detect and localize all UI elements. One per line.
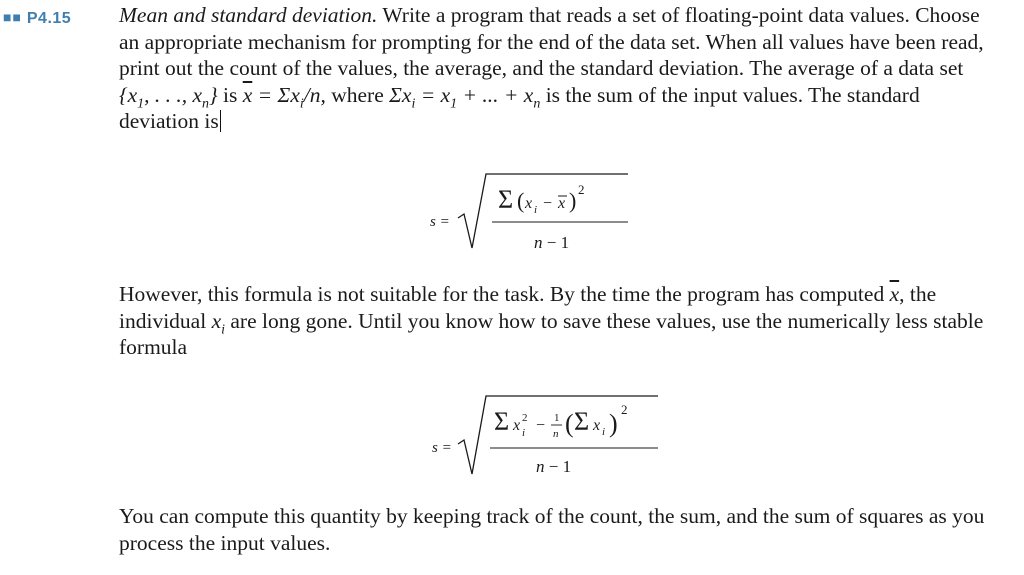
formula-1-paren-close: ) bbox=[569, 188, 577, 213]
formula-2-sigma-1: Σ bbox=[494, 407, 510, 436]
paragraph-2-a: However, this formula is not suitable for the task. By the time the program has computed bbox=[119, 282, 890, 306]
formula-2-sigma-2: Σ bbox=[574, 407, 590, 436]
formula-2-frac-num: 1 bbox=[554, 412, 560, 424]
formula-2-lhs: s = bbox=[432, 440, 452, 456]
formula-1-sigma: Σ bbox=[498, 185, 514, 214]
formula-2-xi-2: x bbox=[593, 417, 601, 434]
exercise-paragraph-3: You can compute this quantity by keeping track of the count, the sum, and the sum of squares as you process the input values. bbox=[119, 504, 985, 555]
formula-1-svg bbox=[428, 166, 638, 258]
formula-2-paren-open: ( bbox=[565, 409, 574, 438]
paragraph-2-b: , the individual bbox=[119, 282, 937, 333]
set-notation: {$x_1$, . . ., $x_n$} bbox=[119, 82, 218, 111]
exercise-number bbox=[3, 10, 71, 28]
formula-2-i-sub-2: i bbox=[602, 426, 606, 438]
difficulty-marker: ■■ bbox=[3, 9, 22, 25]
exercise-title: Mean and standard deviation. bbox=[119, 3, 378, 27]
formula-2-denominator: n − 1 bbox=[536, 457, 572, 476]
std-dev-formula-2 bbox=[432, 388, 662, 485]
formula-1-xi: x bbox=[525, 195, 533, 212]
formula-1-lhs: s = bbox=[430, 214, 450, 230]
xi-symbol: $x_i$ bbox=[211, 308, 225, 337]
sum-formula: $\Sigma x_i = x_1$ + ... + $x_n$ bbox=[389, 82, 541, 111]
is-text: is bbox=[217, 82, 243, 107]
formula-1-exponent: 2 bbox=[578, 182, 585, 197]
sum-description: is the sum of the input values. The standard deviation is bbox=[119, 82, 920, 133]
formula-2-svg bbox=[432, 388, 662, 480]
exercise-label: P4.15 bbox=[26, 10, 72, 27]
formula-2-paren-close: ) bbox=[609, 409, 618, 438]
formula-2-frac-den: n bbox=[553, 428, 559, 440]
text-cursor bbox=[220, 110, 222, 132]
formula-2-square: 2 bbox=[522, 412, 528, 424]
exercise-paragraph-2 bbox=[119, 281, 999, 361]
formula-1-denominator: n − 1 bbox=[534, 233, 570, 252]
formula-2-minus: − bbox=[536, 417, 546, 434]
formula-1-xbar: x bbox=[558, 195, 566, 212]
average-formula: $\overline{x} = \Sigma x_i/n$, bbox=[242, 82, 326, 111]
formula-2-exponent: 2 bbox=[621, 402, 628, 417]
exercise-paragraph-1 bbox=[119, 2, 999, 135]
formula-1-minus: − bbox=[543, 195, 553, 212]
formula-2-xi: x bbox=[513, 417, 521, 434]
formula-1-i-sub: i bbox=[534, 204, 538, 216]
xbar-symbol: $\overline{x}$ bbox=[889, 282, 900, 306]
formula-1-paren-open: ( bbox=[517, 188, 525, 213]
formula-2-i-sub: i bbox=[522, 427, 526, 439]
where-text: where bbox=[325, 82, 384, 107]
std-dev-formula-1 bbox=[428, 166, 638, 263]
paragraph-2-c: are long gone. Until you know how to save these values, use the numerically less stable formula bbox=[119, 308, 984, 359]
intro-text: Write a program that reads a set of floating-point data values. Choose an appropriate mechanism for prompting for the end of the data set. When all values have been read, print out the count of the values, the average, and the standard deviation. The average of a data set bbox=[119, 3, 984, 80]
